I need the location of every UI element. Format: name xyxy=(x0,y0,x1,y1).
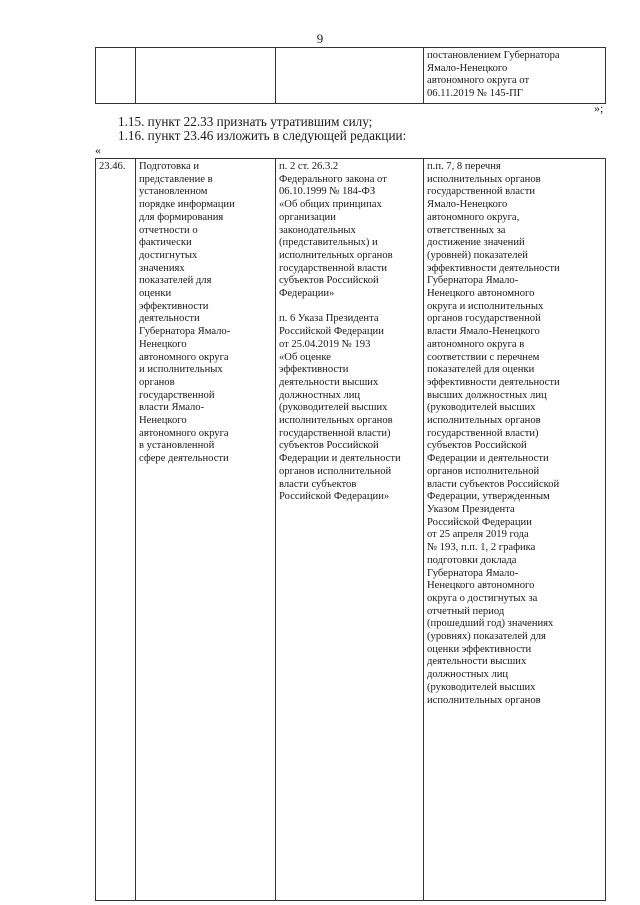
description-text: Подготовка и представление в установленном порядке информации для формирования отчетности о фактически достигнутых значениях показателей для оценки эффективности деятельности Губернатора Ямало- Ненецкого автономного округа и исполнительных органов государственной власти Ямало- Ненецкого автономного округа в установленной сфере деятельности xyxy=(139,161,235,465)
page-number: 9 xyxy=(316,31,324,46)
reference-cell xyxy=(424,159,606,901)
main-table xyxy=(95,158,606,901)
top-table-cell-reference xyxy=(424,48,606,104)
reference-text: п.п. 7, 8 перечня исполнительных органов государственной власти Ямало-Ненецкого автономного округа, ответственных за достижение значений (уровней) показателей эффективности деятельности Губернатора Ямало- Ненецкого автономного округа и исполнительных органов государственной власти Ямало-Ненецкого автономного округа в соответствии с перечнем показателей для оценки эффективности деятельности высших должностных лиц (руководителей высших исполнительных органов государственной власти) субъектов Российской Федерации и деятельности органов исполнительной власти субъектов Российской Федерации, утвержденным Указом Президента Российской Федерации от 25 апреля 2019 года № 193, п.п. 1, 2 графика подготовки доклада Губернатора Ямало- Ненецкого автономного округа о достигнутых за отчетный период (прошедший год) значениях (уровнях) показателей для оценки эффективности деятельности высших должностных лиц (руководителей высших исполнительных органов xyxy=(427,161,560,706)
top-table-fragment xyxy=(95,47,606,104)
item-1-15: 1.15. пункт 22.33 признать утратившим силу; xyxy=(118,114,373,129)
row-number-cell xyxy=(96,159,136,901)
top-table-text: постановлением Губернатора Ямало-Ненецкого автономного округа от 06.11.2019 № 145-ПГ xyxy=(427,50,560,100)
basis-text: п. 2 ст. 26.3.2 Федерального закона от 06.10.1999 № 184-ФЗ «Об общих принципах организации законодательных (представительных) и исполнительных органов государственной власти субъектов Российской Федерации» п. 6 Указа Президента Российской Федерации от 25.04.2019 № 193 «Об оценке эффективности деятельности высших должностных лиц (руководителей высших исполнительных органов государственной власти) субъектов Российской Федерации и деятельности органов исполнительной власти субъектов Российской Федерации» xyxy=(279,161,401,503)
closing-quote: »; xyxy=(594,101,604,115)
top-table-cell-description xyxy=(136,48,276,104)
item-1-16: 1.16. пункт 23.46 изложить в следующей редакции: xyxy=(118,128,407,143)
top-table-cell-basis xyxy=(276,48,424,104)
opening-quote: « xyxy=(95,143,101,157)
row-number: 23.46. xyxy=(99,161,126,172)
description-cell xyxy=(136,159,276,901)
top-table-cell-number xyxy=(96,48,136,104)
basis-cell xyxy=(276,159,424,901)
